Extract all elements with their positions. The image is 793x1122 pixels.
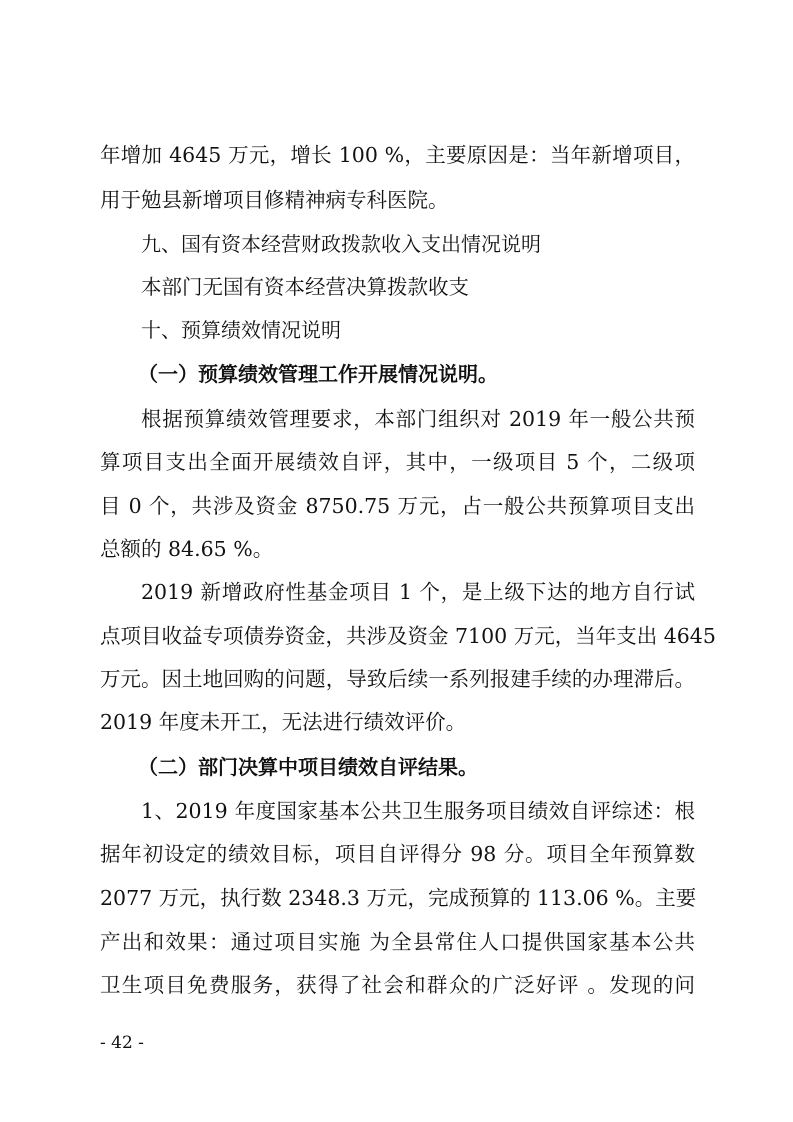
body-text-line: 算项目支出全面开展绩效自评，其中，一级项目 5 个，二级项	[100, 450, 695, 474]
body-text-line: 年增加 4645 万元，增长 100 %，主要原因是：当年新增项目，	[100, 143, 695, 167]
body-text-line: 点项目收益专项债券资金，共涉及资金 7100 万元，当年支出 4645	[100, 624, 716, 648]
subsection-heading-2: （二）部门决算中项目绩效自评结果。	[138, 755, 478, 779]
body-text-line: 根据预算绩效管理要求，本部门组织对 2019 年一般公共预	[141, 407, 695, 431]
body-text-line: 本部门无国有资本经营决算拨款收支	[141, 275, 469, 299]
body-text-line: 2077 万元，执行数 2348.3 万元，完成预算的 113.06 %。主要	[100, 886, 697, 910]
body-text-line: 总额的 84.65 %。	[100, 537, 274, 561]
section-heading-9: 九、国有资本经营财政拨款收入支出情况说明	[141, 232, 541, 256]
body-text-line: 目 0 个，共涉及资金 8750.75 万元，占一般公共预算项目支出	[100, 494, 695, 518]
body-text-line: 据年初设定的绩效目标，项目自评得分 98 分。项目全年预算数	[100, 842, 695, 866]
page-number: - 42 -	[100, 1033, 144, 1053]
body-text-line: 2019 新增政府性基金项目 1 个，是上级下达的地方自行试	[141, 580, 695, 604]
body-text-line: 万元。因土地回购的问题，导致后续一系列报建手续的办理滞后。	[100, 667, 695, 691]
section-heading-10: 十、预算绩效情况说明	[141, 318, 341, 342]
subsection-heading-1: （一）预算绩效管理工作开展情况说明。	[138, 362, 498, 386]
body-text-line: 1、2019 年度国家基本公共卫生服务项目绩效自评综述：根	[141, 799, 695, 823]
body-text-line: 卫生项目免费服务，获得了社会和群众的广泛好评 。发现的问	[100, 973, 695, 997]
body-text-line: 产出和效果：通过项目实施 为全县常住人口提供国家基本公共	[100, 930, 695, 954]
body-text-line: 2019 年度未开工，无法进行绩效评价。	[100, 710, 467, 734]
body-text-line: 用于勉县新增项目修精神病专科医院。	[100, 188, 449, 212]
